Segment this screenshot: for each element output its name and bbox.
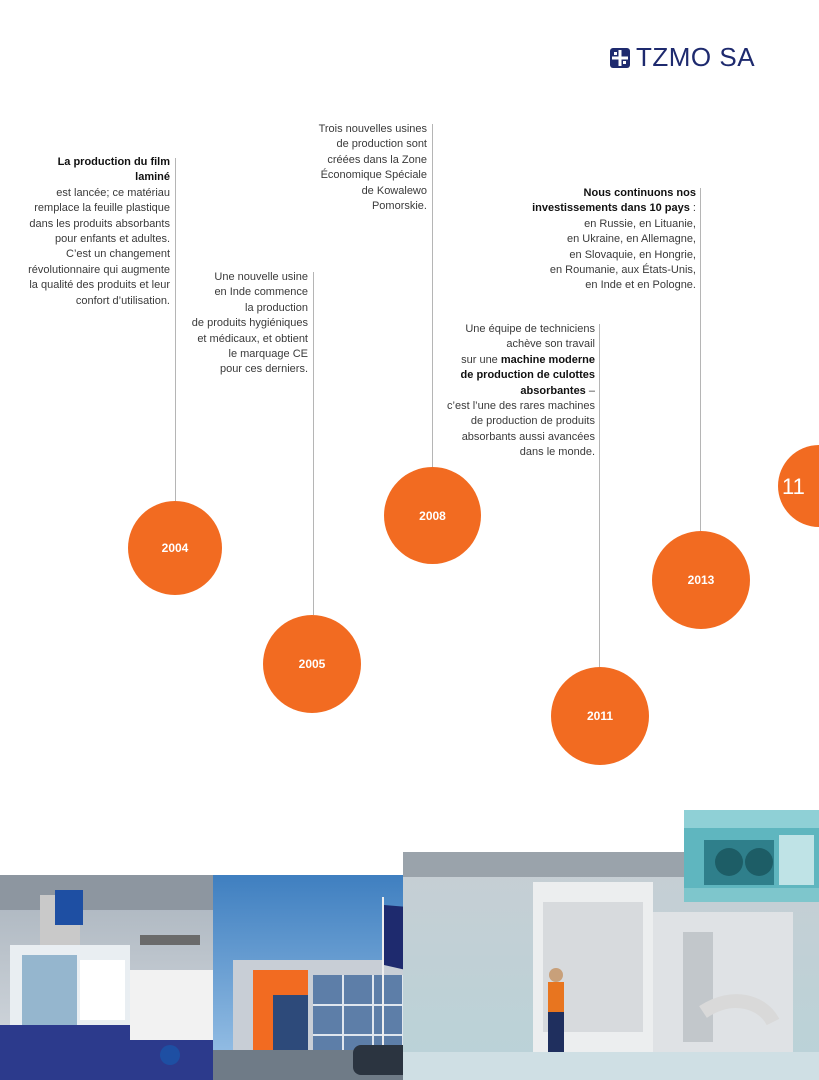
timeline-line-2011 [599, 324, 600, 667]
brand-name: TZMO SA [636, 42, 756, 72]
year-badge-2013: 2013 [652, 531, 750, 629]
timeline-text-2004: La production du film laminé est lancée; ce matériau remplace la feuille plastique dans les produits absorbants pour enfants et adultes. C’est un changement révolutionnaire qui augmente la qualité des produits et leur confort d’utilisation. [28, 156, 170, 307]
timeline-line-2005 [313, 272, 314, 615]
timeline-text-2008: Trois nouvelles usines de production sont créées dans la Zone Économique Spéciale de Kowalewo Pomorskie. [318, 123, 427, 213]
tzmo-cross-icon [610, 48, 630, 68]
photo-factory-machine [0, 875, 213, 1080]
brand-logo [610, 42, 755, 73]
timeline-text-2011: Une équipe de techniciens achève son travail sur une machine moderne de production de culottes absorbantes – c’est l’une des rares machines de production de produits absorbants aussi avancées dans le monde. [447, 323, 595, 459]
year-badge-2008: 2008 [384, 467, 481, 564]
timeline-text-2013: Nous continuons nos investissements dans 10 pays : en Russie, en Lituanie, en Ukraine, en Allemagne, en Slovaquie, en Hongrie, en Roumanie, aux États-Unis, en Inde et en Pologne. [532, 187, 696, 292]
year-badge-2005: 2005 [263, 615, 361, 713]
photo-machine-hall [684, 810, 819, 902]
timeline-text-2005: Une nouvelle usine en Inde commence la production de produits hygiéniques et médicaux, et obtient le marquage CE pour ces derniers. [191, 271, 308, 376]
timeline-line-2013 [700, 188, 701, 531]
year-badge-2004: 2004 [128, 501, 222, 595]
year-badge-2011: 2011 [551, 667, 649, 765]
timeline-line-2004 [175, 158, 176, 501]
page-number: 11 [782, 474, 805, 499]
